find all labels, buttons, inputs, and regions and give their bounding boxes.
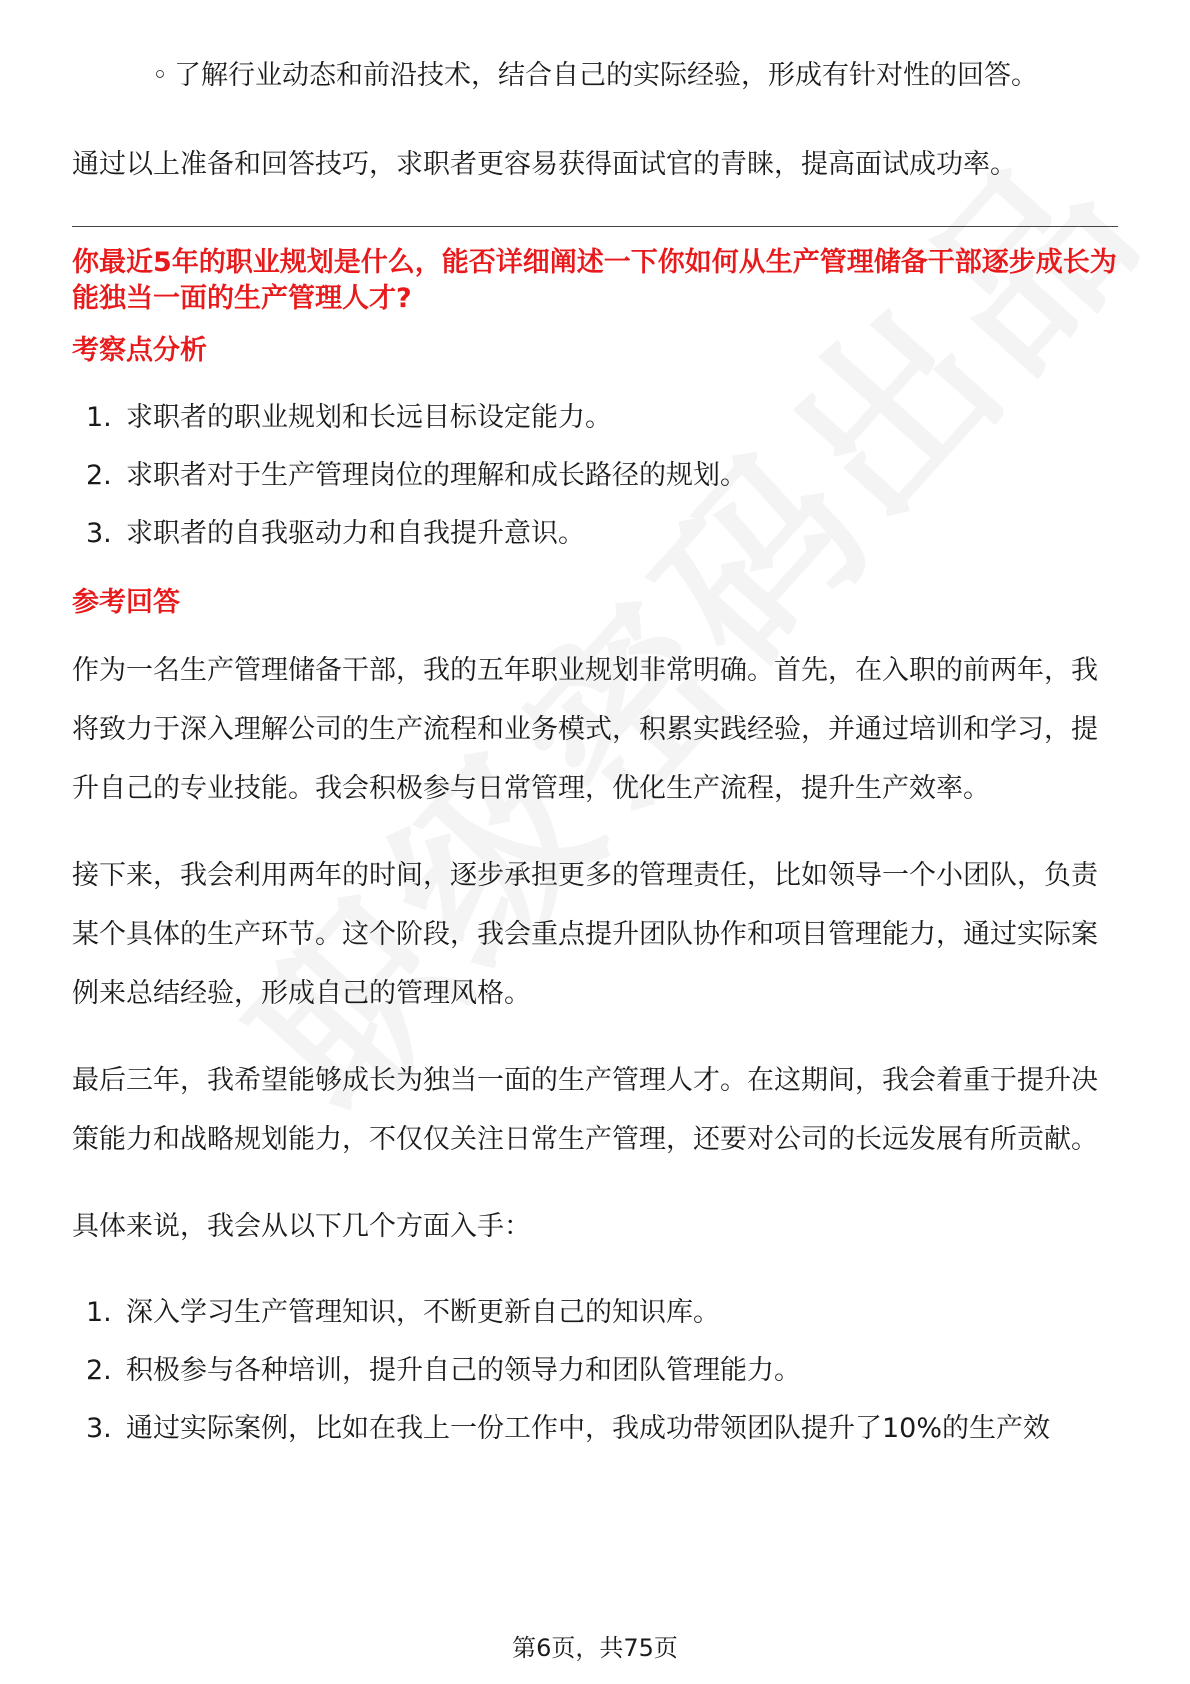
list-item bbox=[72, 389, 1118, 447]
analysis-list bbox=[72, 389, 1118, 563]
list-item bbox=[72, 505, 1118, 563]
list-number: 2. bbox=[86, 460, 112, 491]
list-number: 1. bbox=[86, 402, 112, 433]
list-number: 3. bbox=[86, 518, 112, 549]
answer-paragraph: 最后三年，我希望能够成长为独当一面的生产管理人才。在这期间，我会着重于提升决策能力和战略规划能力，不仅仅关注日常生产管理，还要对公司的长远发展有所贡献。 bbox=[72, 1065, 1098, 1155]
answer-paragraph: 接下来，我会利用两年的时间，逐步承担更多的管理责任，比如领导一个小团队，负责某个具体的生产环节。这个阶段，我会重点提升团队协作和项目管理能力，通过实际案例来总结经验，形成自己的管理风格。 bbox=[72, 860, 1098, 1009]
page-content bbox=[72, 48, 1118, 1480]
list-text: 积极参与各种培训，提升自己的领导力和团队管理能力。 bbox=[126, 1355, 801, 1386]
list-number: 3. bbox=[86, 1413, 112, 1444]
sub-bullet-text: 了解行业动态和前沿技术，结合自己的实际经验，形成有针对性的回答。 bbox=[174, 60, 1038, 91]
list-text: 求职者对于生产管理岗位的理解和成长路径的规划。 bbox=[126, 460, 747, 491]
list-text: 深入学习生产管理知识，不断更新自己的知识库。 bbox=[126, 1297, 720, 1328]
hollow-bullet-icon: ◦ bbox=[152, 60, 168, 91]
list-item bbox=[72, 447, 1118, 505]
list-item bbox=[72, 1284, 1118, 1342]
list-text: 求职者的自我驱动力和自我提升意识。 bbox=[126, 518, 585, 549]
list-number: 1. bbox=[86, 1297, 112, 1328]
analysis-heading: 考察点分析 bbox=[72, 335, 207, 366]
answer-body bbox=[72, 641, 1118, 1256]
list-text: 通过实际案例，比如在我上一份工作中，我成功带领团队提升了10%的生产效 bbox=[126, 1413, 1051, 1444]
sub-bullet-item bbox=[72, 48, 1118, 103]
answer-paragraph: 具体来说，我会从以下几个方面入手： bbox=[72, 1211, 531, 1242]
page-number-footer: 第6页，共75页 bbox=[512, 1634, 678, 1662]
section-divider bbox=[72, 226, 1118, 227]
list-item bbox=[72, 1400, 1118, 1458]
list-number: 2. bbox=[86, 1355, 112, 1386]
question-heading: 你最近5年的职业规划是什么，能否详细阐述一下你如何从生产管理储备干部逐步成长为能独当一面的生产管理人才? bbox=[72, 247, 1117, 314]
answer-heading: 参考回答 bbox=[72, 587, 180, 618]
conclusion-paragraph: 通过以上准备和回答技巧，求职者更容易获得面试官的青睐，提高面试成功率。 bbox=[72, 149, 1017, 180]
list-item bbox=[72, 1342, 1118, 1400]
answer-list bbox=[72, 1284, 1118, 1458]
list-text: 求职者的职业规划和长远目标设定能力。 bbox=[126, 402, 612, 433]
answer-paragraph: 作为一名生产管理储备干部，我的五年职业规划非常明确。首先，在入职的前两年，我将致力于深入理解公司的生产流程和业务模式，积累实践经验，并通过培训和学习，提升自己的专业技能。我会积极参与日常管理，优化生产流程，提升生产效率。 bbox=[72, 655, 1098, 804]
